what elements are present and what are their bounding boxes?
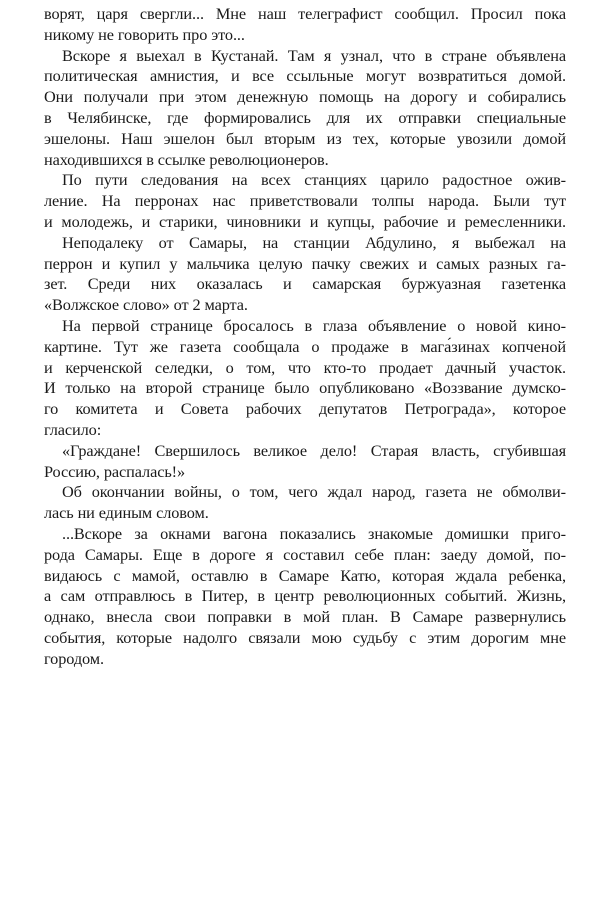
text-line: На первой странице бросалось в глаза объявление о новой кино- (62, 315, 566, 335)
text-line: в Челябинске, где формировались для их отправки специальные (44, 107, 566, 127)
text-line: и молодежь, и старики, чиновники и купцы, рабочие и ремесленники. (44, 211, 566, 231)
text-line: однако, внесла свои поправки в мой план. В Самаре развернулись (44, 607, 566, 627)
text-line: а сам отправлюсь в Питер, в центр революционных событий. Жизнь, (44, 586, 566, 606)
paragraph (44, 233, 566, 316)
text-line: По пути следования на всех станциях царило радостное ожив- (62, 170, 566, 190)
paragraph (44, 441, 566, 483)
text-line: «Граждане! Свершилось великое дело! Старая власть, сгубившая (62, 440, 566, 460)
paragraph (44, 482, 566, 524)
text-line: лась ни единым словом. (44, 503, 209, 523)
text-line: картине. Тут же газета сообщала о продаже в мага́зинах копченой (44, 336, 566, 356)
text-line: политическая амнистия, и все ссыльные могут возвратиться домой. (44, 66, 566, 86)
text-line: городом. (44, 648, 104, 668)
text-line: Об окончании войны, о том, чего ждал народ, газета не обмолви- (62, 482, 566, 502)
text-line: рода Самары. Еще в дороге я составил себе план: заеду домой, по- (44, 544, 566, 564)
paragraph (44, 46, 566, 171)
text-line: ...Вскоре за окнами вагона показались знакомые домишки приго- (62, 523, 566, 543)
text-line: И только на второй странице было опубликовано «Воззвание думско- (44, 378, 566, 398)
paragraph (44, 170, 566, 232)
text-line: Неподалеку от Самары, на станции Абдулино, я выбежал на (62, 232, 566, 252)
body-text (44, 4, 566, 670)
text-line: го комитета и Совета рабочих депутатов Петрограда», которое (44, 399, 566, 419)
text-line: гласило: (44, 419, 102, 439)
text-line: Россию, распалась!» (44, 461, 186, 481)
paragraph (44, 316, 566, 441)
text-line: «Волжское слово» от 2 марта. (44, 295, 248, 315)
text-line: эшелоны. Наш эшелон был вторым из тех, которые увозили домой (44, 128, 566, 148)
text-line: никому не говорить про это... (44, 24, 245, 44)
text-line: перрон и купил у мальчика целую пачку свежих и самых разных га- (44, 253, 566, 273)
text-line: видаюсь с мамой, оставлю в Самаре Катю, которая ждала ребенка, (44, 565, 566, 585)
text-line: и керченской селедки, о том, что кто-то продает дачный участок. (44, 357, 566, 377)
text-line: Они получали при этом денежную помощь на дорогу и собирались (44, 87, 566, 107)
text-line: зет. Среди них оказалась и самарская буржуазная газетенка (44, 274, 566, 294)
paragraph (44, 524, 566, 670)
text-line: события, которые надолго связали мою судьбу с этим дорогим мне (44, 627, 566, 647)
text-line: Вскоре я выехал в Кустанай. Там я узнал, что в стране объявлена (62, 45, 566, 65)
text-line: ление. На перронах нас приветствовали толпы народа. Были тут (44, 191, 566, 211)
text-line: ворят, царя свергли... Мне наш телеграфист сообщил. Просил пока (44, 4, 566, 23)
text-line: находившихся в ссылке революционеров. (44, 149, 329, 169)
paragraph (44, 4, 566, 46)
